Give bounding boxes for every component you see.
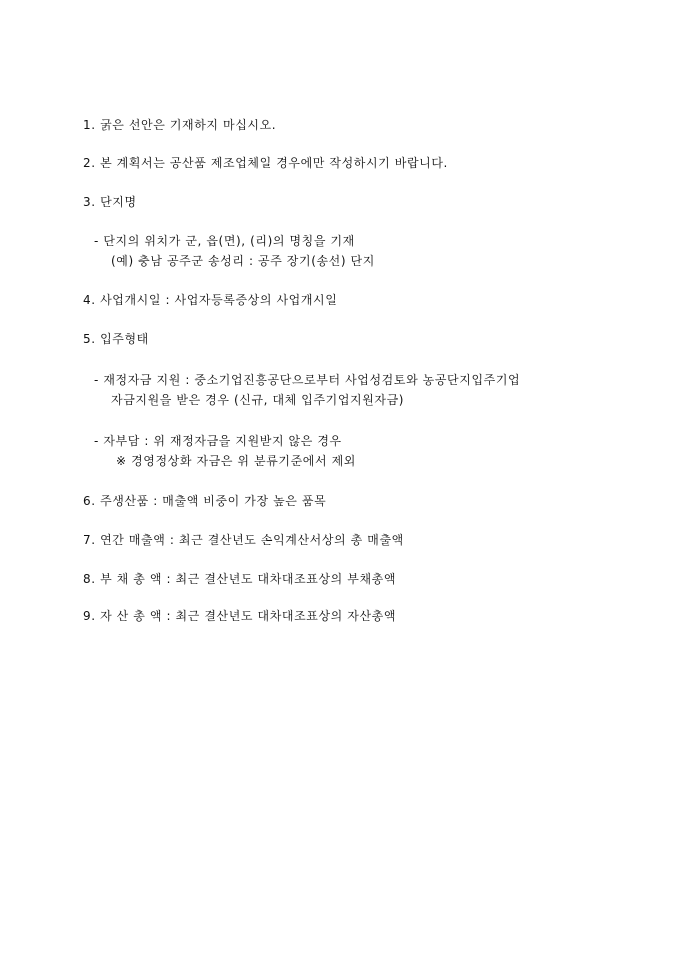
instruction-6: 6. 주생산품 : 매출액 비중이 가장 높은 품목 [83,494,327,508]
instruction-5: 5. 입주형태 [83,332,149,346]
instruction-5-note: ※ 경영정상화 자금은 위 분류기준에서 제외 [116,454,356,468]
instruction-4: 4. 사업개시일 : 사업자등록증상의 사업개시일 [83,293,338,307]
instruction-1: 1. 굵은 선안은 기재하지 마십시오. [83,118,277,132]
instruction-9: 9. 자 산 총 액 : 최근 결산년도 대차대조표상의 자산총액 [83,609,397,623]
instruction-3-detail: - 단지의 위치가 군, 읍(면), (리)의 명칭을 기재 [94,234,355,248]
instruction-5-self-fund: - 자부담 : 위 재정자금을 지원받지 않은 경우 [94,434,342,448]
instruction-2: 2. 본 계획서는 공산품 제조업체일 경우에만 작성하시기 바랍니다. [83,156,448,170]
instruction-3: 3. 단지명 [83,195,137,209]
instruction-3-example: (예) 충남 공주군 송성리 : 공주 장기(송선) 단지 [111,254,375,268]
instruction-8: 8. 부 채 총 액 : 최근 결산년도 대차대조표상의 부채총액 [83,572,397,586]
instruction-5-public-fund-cont: 자금지원을 받은 경우 (신규, 대체 입주기업지원자금) [111,393,405,407]
instruction-7: 7. 연간 매출액 : 최근 결산년도 손익계산서상의 총 매출액 [83,533,404,547]
instruction-5-public-fund: - 재정자금 지원 : 중소기업진흥공단으로부터 사업성검토와 농공단지입주기업 [94,373,521,387]
